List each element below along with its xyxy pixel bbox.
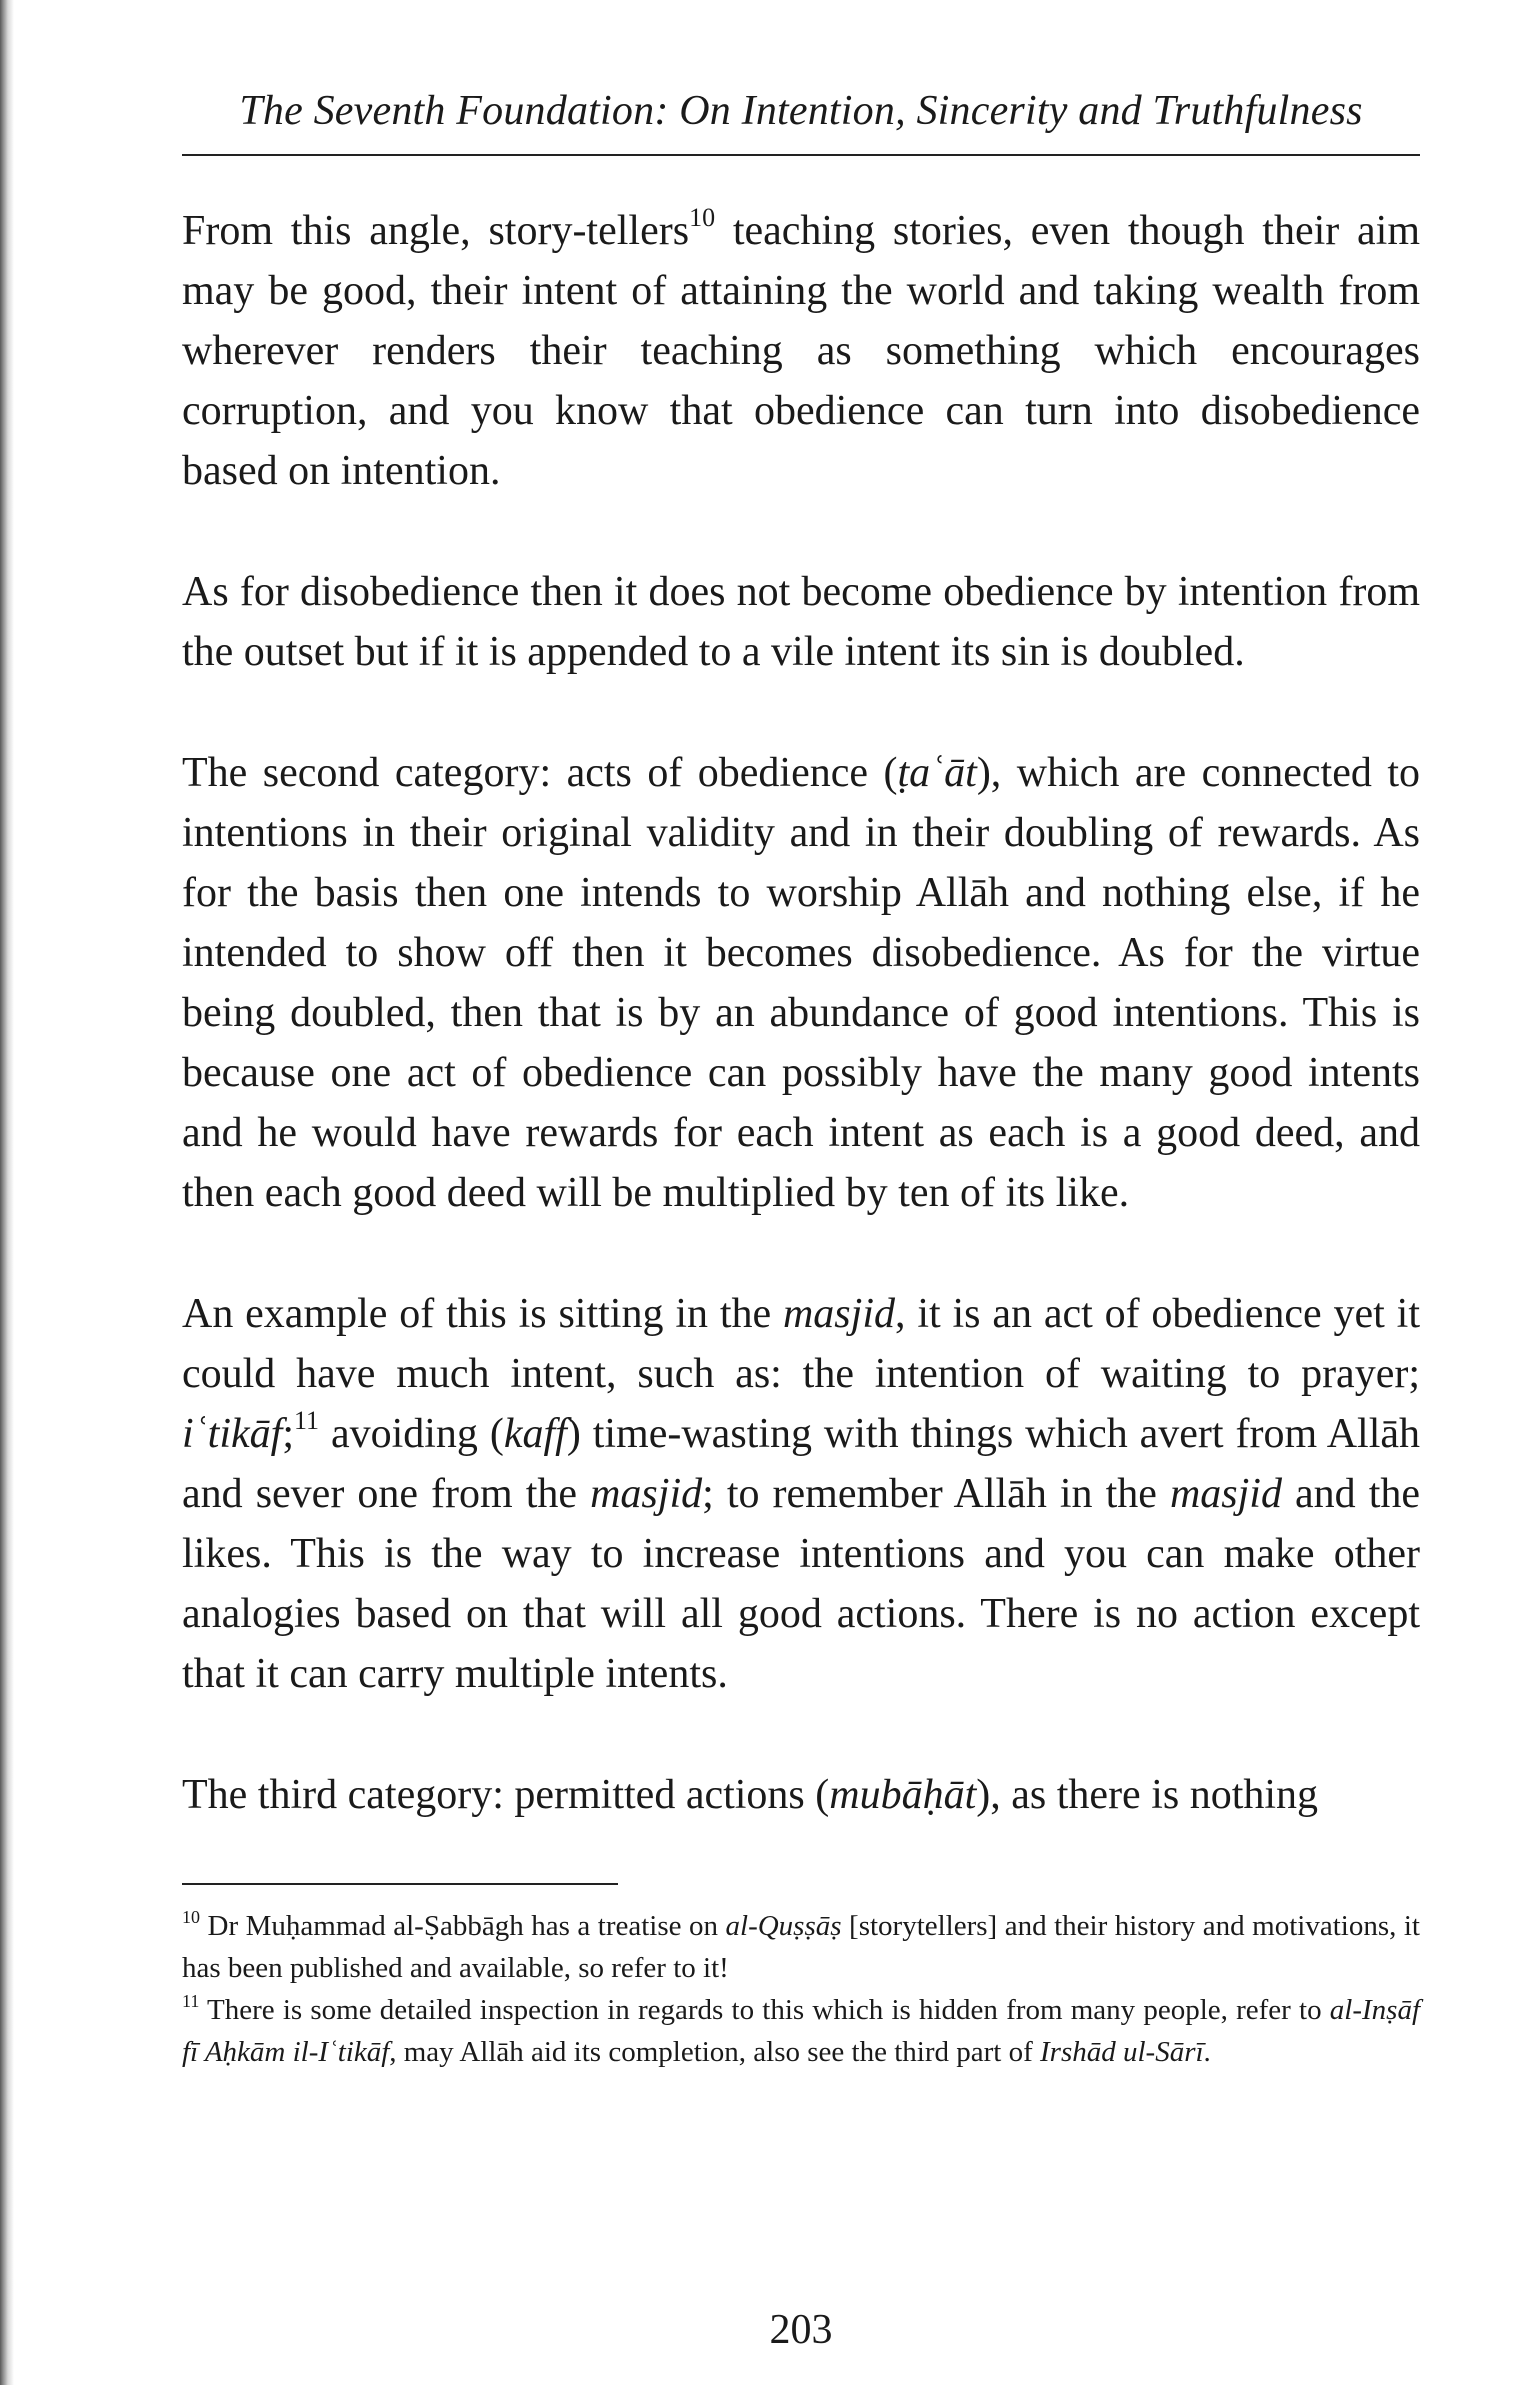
footnote-ref-10[interactable]: 10: [689, 203, 716, 232]
footnote-ref-11[interactable]: 11: [293, 1406, 320, 1435]
term-insaf: al-Inṣāf fī Aḥkām il-Iʿtikāf: [182, 1994, 1420, 2068]
paragraph-5: [182, 1765, 1420, 1825]
running-head-title: The Seventh Foundation: [239, 88, 655, 134]
text-span: avoiding (: [319, 1411, 504, 1457]
text-span: As for disobedience then it does not become obedience by intention from the outset but if it is appended to a vile intent its sin is doubled.: [182, 569, 1420, 675]
text-span: An example of this is sitting in the: [182, 1291, 783, 1337]
text-span: and the likes. This is the way to increase intentions and you can make other analogies based on that will all good actions. There is no action except that it can carry multiple intents.: [182, 1471, 1420, 1697]
text-span: ;: [282, 1411, 294, 1457]
paragraph-2: [182, 562, 1420, 682]
term-masjid: masjid: [782, 1291, 895, 1337]
running-head-subtitle: : On Intention, Sincerity and Truthfulness: [654, 88, 1363, 134]
text-span: The second category: acts of obedience (: [182, 750, 898, 796]
running-head: [182, 82, 1420, 140]
term-kaff: kaff: [503, 1411, 567, 1457]
paragraph-3: [182, 743, 1420, 1223]
header-rule: [182, 154, 1420, 156]
text-span: There is some detailed inspection in regards to this which is hidden from many people, refer to: [199, 1994, 1330, 2026]
term-masjid: masjid: [590, 1471, 703, 1517]
text-span: ), as there is nothing: [976, 1772, 1319, 1818]
body-text: [182, 201, 1420, 1825]
footnote-10: [182, 1905, 1420, 1989]
footnote-number: 10: [182, 1907, 200, 1927]
binding-shadow: [0, 0, 14, 2385]
text-span: From this angle, story-tellers: [182, 208, 690, 254]
text-span: .: [1203, 2036, 1211, 2068]
term-masjid: masjid: [1169, 1471, 1282, 1517]
page-number: 203: [769, 2307, 833, 2353]
text-span: [storytellers] and their history and motivations, it has been published and available, so refer to it!: [182, 1910, 1420, 1984]
text-span: ; to remember Allāh in the: [702, 1471, 1170, 1517]
term-taat: ṭaʿāt: [897, 750, 977, 796]
term-irshad: Irshād ul-Sārī: [1040, 2036, 1204, 2068]
text-span: , it is an act of obedience yet it could have much intent, such as: the intention of waiting to prayer;: [182, 1291, 1420, 1397]
book-page: [182, 0, 1420, 2385]
term-mubahat: mubāḥāt: [829, 1772, 977, 1818]
footnote-11: [182, 1989, 1420, 2073]
text-span: Dr Muḥammad al-Ṣabbāgh has a treatise on: [200, 1910, 726, 1942]
footnote-rule: [182, 1883, 618, 1885]
footnotes: [182, 1905, 1420, 2073]
text-span: , may Allāh aid its completion, also see the third part of: [389, 2036, 1040, 2068]
paragraph-4: [182, 1284, 1420, 1704]
paragraph-1: [182, 201, 1420, 501]
text-span: ) time-wasting with things which avert from Allāh and sever one from the: [182, 1411, 1421, 1517]
text-span: teaching stories, even though their aim may be good, their intent of attaining the world and taking wealth from wherever renders their teaching as something which encourages corruption, and you know that obedience can turn into disobedience based on intention.: [182, 208, 1420, 494]
footnote-number: 11: [182, 1991, 200, 2011]
term-qussas: al-Quṣṣāṣ: [725, 1910, 842, 1942]
text-span: ), which are connected to intentions in their original validity and in their doubling of rewards. As for the basis then one intends to worship Allāh and nothing else, if he intended to show off then it becomes disobedience. As for the virtue being doubled, then that is by an abundance of good intentions. This is because one act of obedience can possibly have the many good intents and he would have rewards for each intent as each is a good deed, and then each good deed will be multiplied by ten of its like.: [182, 750, 1420, 1216]
text-span: The third category: permitted actions (: [182, 1772, 830, 1818]
term-itikaf: iʿtikāf: [182, 1411, 283, 1457]
